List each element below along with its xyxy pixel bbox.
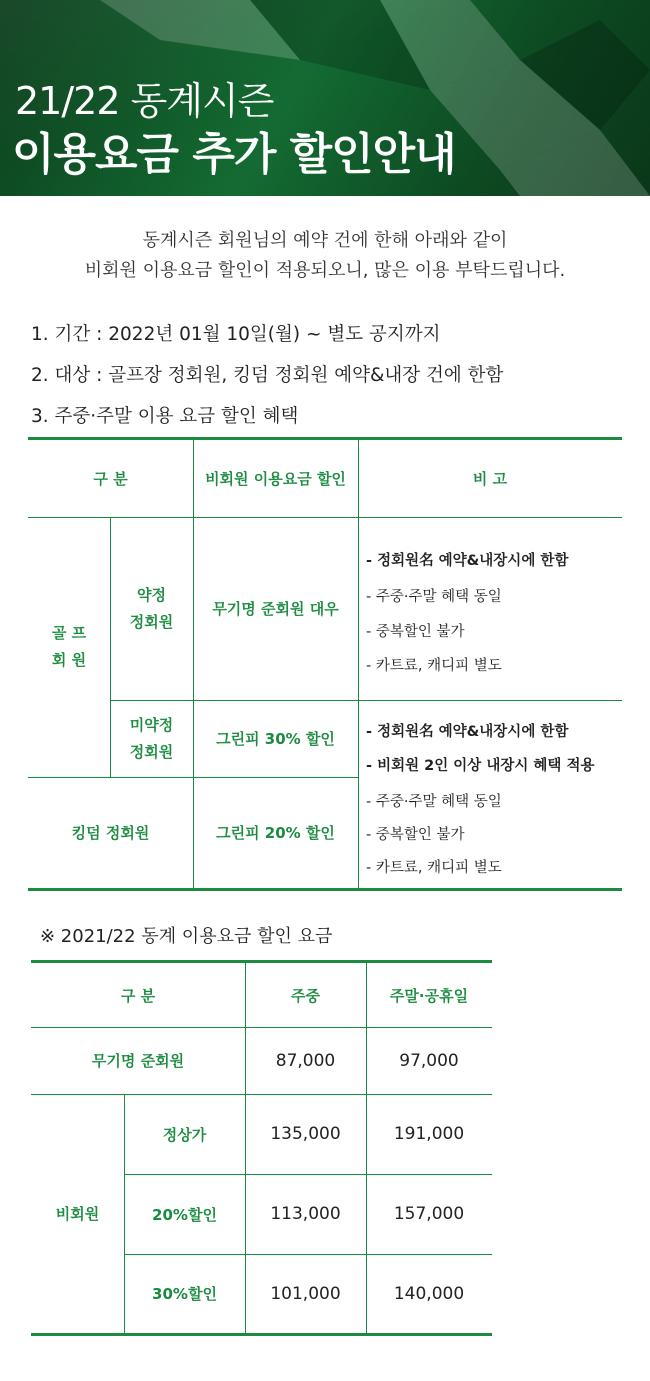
note-b-5: - 카트료, 캐디피 별도 xyxy=(366,860,502,876)
intro-line-2: 비회원 이용요금 할인이 적용되오니, 많은 이용 부탁드립니다. xyxy=(84,260,566,281)
info-item-benefit: 3. 주중·주말 이용 요금 할인 혜택 xyxy=(31,406,299,427)
note-a-3: - 중복할인 불가 xyxy=(366,624,465,640)
note-a-2: - 주중·주말 혜택 동일 xyxy=(366,589,502,605)
fee-row-weekday: 135,000 xyxy=(270,1124,341,1144)
fee-table-title: ※ 2021/22 동계 이용요금 할인 요금 xyxy=(40,926,333,947)
contracted-member-label: 약정 정회원 xyxy=(129,585,174,631)
fee-header-weekend: 주말·공휴일 xyxy=(389,986,469,1005)
bearer-member-label: 무기명 준회원 xyxy=(91,1052,185,1070)
info-item-period: 1. 기간 : 2022년 01월 10일(월) ~ 별도 공지까지 xyxy=(31,324,441,345)
banner-title-line1: 21/22 동계시즌 xyxy=(15,79,274,123)
intro-text xyxy=(0,226,650,286)
nonmember-label: 비회원 xyxy=(55,1205,100,1223)
fee-header-category: 구 분 xyxy=(120,986,156,1005)
note-b-4: - 중복할인 불가 xyxy=(366,827,465,843)
fee-row-label: 20%할인 xyxy=(152,1205,217,1224)
fee-row-weekend: 140,000 xyxy=(393,1283,465,1304)
note-b-2: - 비회원 2인 이상 내장시 혜택 적용 xyxy=(366,758,595,774)
benefit-table xyxy=(28,437,622,891)
fee-row-label: 정상가 xyxy=(162,1125,207,1144)
fee-header-weekday: 주중 xyxy=(291,986,320,1005)
uncontracted-member-label: 미약정 정회원 xyxy=(129,715,174,761)
note-a-4: - 카트료, 캐디피 별도 xyxy=(366,658,502,674)
banner-title-line2: 이용요금 추가 할인안내 xyxy=(12,129,456,180)
fee-row-weekday: 113,000 xyxy=(270,1204,341,1224)
table-bottom-rule xyxy=(28,888,622,891)
discount-kingdom: 그린피 20% 할인 xyxy=(216,824,335,842)
note-a-1: - 정회원名 예약&내장시에 한함 xyxy=(366,553,569,569)
golf-member-label: 골 프 회 원 xyxy=(51,624,87,669)
intro-line-1: 동계시즌 회원님의 예약 건에 한해 아래와 같이 xyxy=(142,230,508,251)
discount-contracted: 무기명 준회원 대우 xyxy=(212,600,339,618)
header-remarks: 비 고 xyxy=(472,470,508,488)
info-item-target: 2. 대상 : 골프장 정회원, 킹덤 정회원 예약&내장 건에 한함 xyxy=(31,365,504,386)
kingdom-member-label: 킹덤 정회원 xyxy=(71,824,150,842)
header-banner xyxy=(0,0,650,196)
info-list xyxy=(31,318,503,441)
fee-row-label: 30%할인 xyxy=(152,1285,217,1303)
note-b-1: - 정회원名 예약&내장시에 한함 xyxy=(366,724,569,740)
fee-row-weekend: 157,000 xyxy=(393,1204,465,1224)
fee-table xyxy=(31,960,492,1337)
fee-row-weekend: 191,000 xyxy=(393,1124,465,1144)
bearer-weekend-fee: 97,000 xyxy=(399,1050,459,1071)
fee-row-weekday: 101,000 xyxy=(270,1283,341,1304)
discount-uncontracted: 그린피 30% 할인 xyxy=(216,730,335,748)
header-category: 구 분 xyxy=(93,470,128,488)
note-b-3: - 주중·주말 혜택 동일 xyxy=(366,794,502,810)
fee-table-bottom-rule xyxy=(31,1333,492,1336)
header-discount: 비회원 이용요금 할인 xyxy=(205,470,346,488)
bearer-weekday-fee: 87,000 xyxy=(275,1050,336,1071)
